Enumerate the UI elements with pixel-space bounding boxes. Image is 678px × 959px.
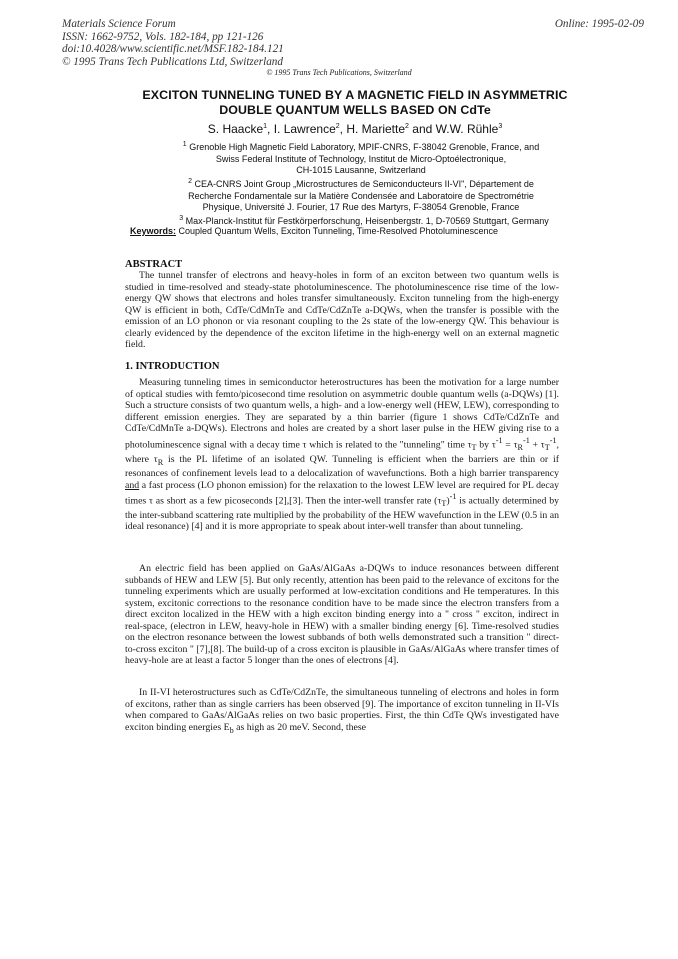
author-name: S. Haacke [207,122,264,136]
affiliation-1 [126,139,596,177]
title-line-1: EXCITON TUNNELING TUNED BY A MAGNETIC FIELD IN ASYMMETRIC [142,88,568,102]
author-affiliation-mark: 2 [405,123,409,130]
author-name: W.W. Rühle [435,122,499,136]
subscript: b [229,725,234,735]
abstract-text: The tunnel transfer of electrons and heavy-holes in form of an exciton between two quantum wells is studied in time-resolved and steady-state photoluminescence. The photoluminescence rise time of the low-energy QW shows that electrons and holes transfer simultaneously. Exciton tunneling from the high-energy QW is efficient in both, CdTe/CdMnTe and CdTe/CdZnTe a-DQWs, when the transfer is possible with the emission of an LO phonon or via resonant coupling to the 2s state of the low-energy QW. This behaviour is clearly evidenced by the dependence of the exciton lifetime in the high-energy well on an external magnetic field. [125,270,559,351]
author-name: H. Mariette [346,122,406,136]
subscript: T [544,442,550,452]
affiliation-line: Physique, Université J. Fourier, 17 Rue des Martyrs, F-38054 Grenoble, France [202,202,520,213]
author-affiliation-mark: 2 [335,123,340,130]
affiliation-line: Swiss Federal Institute of Technology, Institut de Micro-Optoélectronique, [215,153,507,164]
journal-name: Materials Science Forum [62,18,176,30]
page-copyright: © 1995 Trans Tech Publications, Switzerland [266,68,412,77]
text-run: is the PL lifetime of an isolated QW. Tunneling is efficient when the barriers are thin or if resonances of confinement levels lead to a delocalization of wavefunctions. Both a high barrier transparency [125,453,559,479]
text-run: + τ [529,439,545,450]
superscript: -1 [449,492,457,502]
affiliation-line: CH-1015 Lausanne, Switzerland [296,165,426,176]
subscript: R [157,457,164,467]
text-run: Measuring tunneling times in semiconductor heterostructures has been the motivation for a large number of optical studies with femto/picosecond time resolution on asymmetric double quantum wells (a-DQWs) [1]. Such a structure consists of two quantum wells, a high- and a low-energy well (HEW, LEW), corresponding to different emission energies. They are separated by a thin barrier (figure 1 shows CdTe/CdZnTe and CdTe/CdMnTe a-DQWs). Electrons and holes are created by a short laser pulse in the HEW giving rise to a photoluminescence signal with a decay time τ which is related to the "tunneling" time τ [125,377,559,450]
introduction-heading: 1. INTRODUCTION [125,361,220,372]
subscript: T [471,442,477,452]
text-run: = τ [502,439,518,450]
doi-link[interactable]: doi:10.4028/www.scientific.net/MSF.182-184.121 [62,43,284,56]
online-date: Online: 1995-02-09 [554,18,644,30]
text-run: , where τ [125,439,559,465]
keywords-text: Coupled Quantum Wells, Exciton Tunneling, Time-Resolved Photoluminescence [178,226,499,236]
intro-paragraph-3 [125,687,559,736]
author-affiliation-mark: 1 [263,123,268,130]
superscript: -1 [495,435,503,445]
keywords-label: Keywords: [130,226,177,236]
superscript: -1 [549,435,557,445]
superscript: -1 [522,435,530,445]
text-run: ) [446,495,450,507]
intro-paragraph-1 [125,377,559,533]
subscript: T [441,499,447,509]
text-run: is actually determined by the inter-subband scattering rate multiplied by the probability of the HEW wavefunction in the LEW (0.5 in an ideal resonance) [4] and it is more appropriate to speak about inter-well transfer than about tunneling. [125,495,559,533]
affiliation-line: Recherche Fondamentale sur la Matière Condensée and Laboratoire de Spectrométrie [188,190,534,201]
affiliation-line: Max-Planck-Institut für Festkörperforschung, Heisenbergstr. 1, D-70569 Stuttgart, Germany [185,216,549,226]
author-name: I. Lawrence [273,122,336,136]
publisher-copyright: © 1995 Trans Tech Publications Ltd, Switzerland [62,55,283,68]
author-affiliation-mark: 3 [498,123,503,130]
issn-line: ISSN: 1662-9752, Vols. 182-184, pp 121-126 [62,30,264,43]
author-conjunction: and [412,122,433,136]
intro-paragraph-2: An electric field has been applied on GaAs/AlGaAs a-DQWs to induce resonances between different subbands of HEW and LEW [5]. But only recently, attention has been paid to the relevance of excitons for the tunneling experiments which are usually performed at low-excitation conditions and He temperatures. In this system, excitonic corrections to the resonance condition have to be made since the electron transfers from a direct exciton localized in the HEW with a high exciton binding energy into a " cross " exciton, indirect in real-space, (electron in LEW, heavy-hole in HEW) with a smaller binding energy [6]. Time-resolved studies on the electron resonance between the lowest subbands of both wells demonstrated such a transition " direct-to-cross exciton " [7],[8]. The build-up of a cross exciton is plausible in GaAs/AlGaAs where transfer times of heavy-hole are at least a factor 5 longer than the ones of electrons [4]. [125,563,559,667]
text-run: a fast process (LO phonon emission) for the relaxation to the lowest LEW level are required for PL decay times τ as short as a few picoseconds [2],[3]. Then the inter-well transfer rate (τ [125,479,559,507]
affiliation-mark: 2 [188,178,193,185]
author-list: S. Haacke$^1$, I. Lawrence$^2$, H. Mariette$^2$ and W.W. Rühle$^3$ [207,122,503,136]
journal-info [62,18,284,68]
text-run: as high as 20 meV. Second, these [233,721,366,733]
subscript: R [517,442,523,452]
affiliation-line: Grenoble High Magnetic Field Laboratory, MPIF-CNRS, F-38042 Grenoble, France, and [189,142,540,152]
affiliation-2 [126,176,596,214]
affiliation-mark: 3 [179,215,184,222]
text-run: by τ [476,439,496,450]
paper-title [110,88,600,118]
affiliation-line: CEA-CNRS Joint Group „Microstructures de Semiconducteurs II-VI", Département de [194,179,534,189]
keywords [130,226,498,236]
underlined-word: and [125,479,140,491]
text-run: In II-VI heterostructures such as CdTe/CdZnTe, the simultaneous tunneling of electrons and holes in form of excitons, rather than as single carriers has been observed [9]. The importance of exciton tunneling in II-VIs when compared to GaAs/AlGaAs relies on two basic properties. First, the thin CdTe QWs investigated have exciton binding energies E [125,687,559,733]
affiliation-mark: 1 [182,141,187,148]
abstract-heading: ABSTRACT [125,259,183,270]
title-line-2: DOUBLE QUANTUM WELLS BASED ON CdTe [219,103,491,117]
